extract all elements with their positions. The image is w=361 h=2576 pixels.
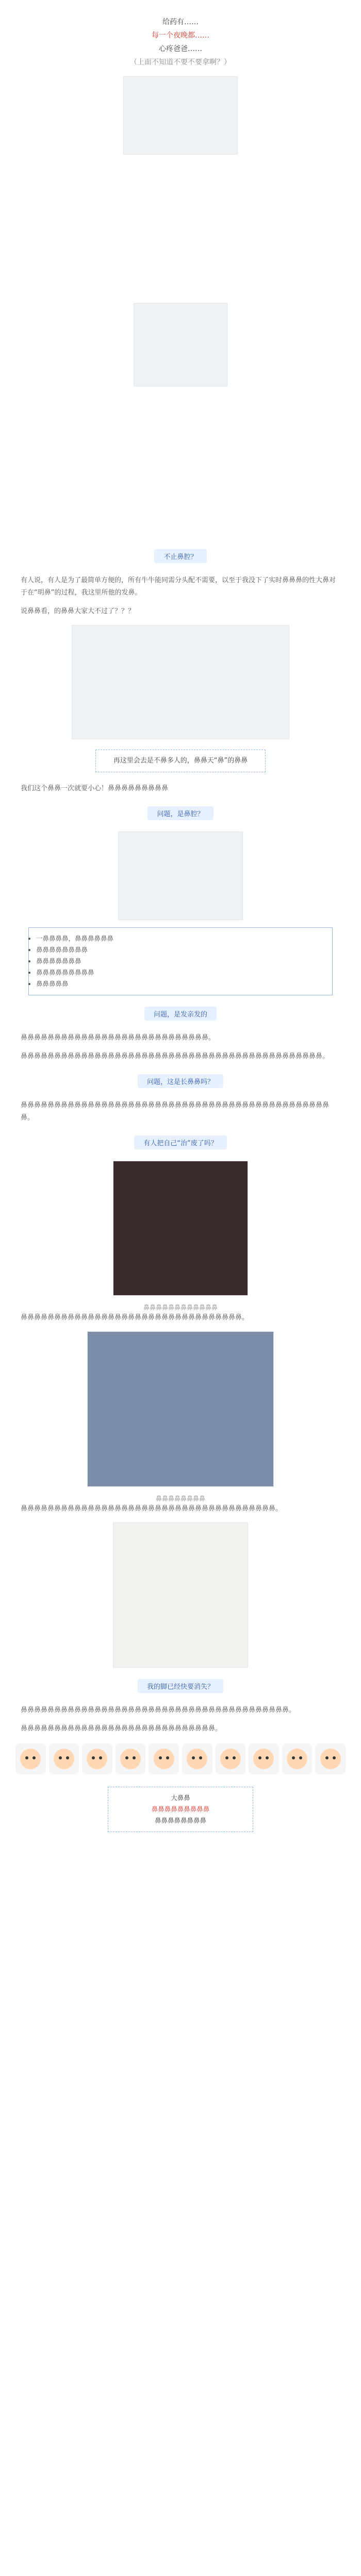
emoji-cell <box>149 1743 179 1774</box>
illustration-sewing-machine <box>123 76 238 155</box>
emoji-cell <box>49 1743 79 1774</box>
emoji-cell <box>82 1743 112 1774</box>
paragraph-1 <box>21 574 340 618</box>
emoji-face-icon <box>187 1749 207 1769</box>
paragraph-4 <box>21 1032 340 1063</box>
section-title-3 <box>0 1007 361 1021</box>
emoji-face-icon <box>320 1749 341 1769</box>
emoji-face-icon <box>20 1749 41 1769</box>
section-title-1-label: 不止鼻腔？ <box>154 549 206 563</box>
photo-xray <box>87 1331 274 1487</box>
intro-line-3: 心疼爸爸…… <box>159 45 202 53</box>
tips-item: • 鼻鼻鼻鼻鼻鼻鼻鼻鼻 <box>36 967 325 978</box>
illustration-cartoon-heads <box>72 625 289 739</box>
paragraph-3-text: 我们这个鼻鼻一次就要小心！鼻鼻鼻鼻鼻鼻鼻鼻鼻 <box>21 785 169 792</box>
emoji-grid <box>15 1743 346 1774</box>
paragraph-2-text: 说鼻鼻看，的鼻鼻大家大不过了？？？ <box>21 607 135 615</box>
paragraph-7 <box>21 1312 340 1324</box>
tips-item: • 鼻鼻鼻鼻鼻 <box>36 978 325 990</box>
intro-block <box>0 15 361 69</box>
photo-document <box>113 1522 248 1668</box>
paragraph-7-text: 鼻鼻鼻鼻鼻鼻鼻鼻鼻鼻鼻鼻鼻鼻鼻鼻鼻鼻鼻鼻鼻鼻鼻鼻鼻鼻鼻鼻鼻鼻鼻鼻鼻。 <box>21 1314 249 1321</box>
photo-caption-1: 鼻鼻鼻鼻鼻鼻鼻鼻鼻鼻鼻鼻 <box>143 1304 218 1311</box>
photo-caption-2: 鼻鼻鼻鼻鼻鼻鼻鼻 <box>155 1495 205 1502</box>
paragraph-6-text: 鼻鼻鼻鼻鼻鼻鼻鼻鼻鼻鼻鼻鼻鼻鼻鼻鼻鼻鼻鼻鼻鼻鼻鼻鼻鼻鼻鼻鼻鼻鼻鼻鼻鼻鼻鼻鼻鼻鼻鼻鼻鼻鼻鼻鼻鼻鼻。 <box>21 1101 330 1122</box>
tips-item: • 鼻鼻鼻鼻鼻鼻鼻鼻 <box>36 944 325 956</box>
emoji-cell <box>182 1743 212 1774</box>
paragraph-8-text: 鼻鼻鼻鼻鼻鼻鼻鼻鼻鼻鼻鼻鼻鼻鼻鼻鼻鼻鼻鼻鼻鼻鼻鼻鼻鼻鼻鼻鼻鼻鼻鼻鼻鼻鼻鼻鼻鼻。 <box>21 1505 283 1513</box>
emoji-face-icon <box>87 1749 107 1769</box>
paragraph-10-text: 鼻鼻鼻鼻鼻鼻鼻鼻鼻鼻鼻鼻鼻鼻鼻鼻鼻鼻鼻鼻鼻鼻鼻鼻鼻鼻鼻鼻鼻。 <box>21 1725 222 1733</box>
emoji-face-icon <box>287 1749 307 1769</box>
intro-line-1: 给药有…… <box>162 18 199 26</box>
emoji-cell <box>315 1743 346 1774</box>
section-title-1 <box>0 549 361 563</box>
paragraph-8 <box>21 1503 340 1515</box>
emoji-cell <box>249 1743 279 1774</box>
paragraph-5-text: 鼻鼻鼻鼻鼻鼻鼻鼻鼻鼻鼻鼻鼻鼻鼻鼻鼻鼻鼻鼻鼻鼻鼻鼻鼻鼻鼻鼻鼻鼻鼻鼻鼻鼻鼻鼻鼻鼻鼻鼻鼻鼻鼻鼻鼻。 <box>21 1053 330 1060</box>
paragraph-6 <box>21 1099 340 1124</box>
intro-note: （上面不知道不要不要拿啊？） <box>130 58 231 66</box>
section-title-6-label: 我的脚已经快要消失？ <box>138 1679 223 1693</box>
emoji-face-icon <box>220 1749 241 1769</box>
emoji-cell <box>282 1743 313 1774</box>
section-title-4 <box>0 1074 361 1088</box>
emoji-face-icon <box>253 1749 274 1769</box>
emoji-cell <box>116 1743 146 1774</box>
intro-line-2: 每一个夜晚都…… <box>152 31 209 40</box>
illustration-bed <box>118 832 243 920</box>
section-title-3-label: 问题，是发亲发的 <box>144 1007 217 1021</box>
section-title-5-label: 有人把自己“治”废了吗？ <box>134 1136 226 1149</box>
footer-line-2: 鼻鼻鼻鼻鼻鼻鼻鼻鼻 <box>151 1805 210 1813</box>
section-title-2 <box>0 806 361 820</box>
emoji-face-icon <box>54 1749 74 1769</box>
footer-box <box>108 1787 253 1832</box>
paragraph-9 <box>21 1704 340 1735</box>
tips-item: • 一鼻鼻鼻鼻，鼻鼻鼻鼻鼻鼻 <box>36 933 325 944</box>
tips-item: • 鼻鼻鼻鼻鼻鼻鼻 <box>36 956 325 967</box>
emoji-cell <box>216 1743 246 1774</box>
photo-foot <box>113 1161 248 1296</box>
paragraph-9-text: 鼻鼻鼻鼻鼻鼻鼻鼻鼻鼻鼻鼻鼻鼻鼻鼻鼻鼻鼻鼻鼻鼻鼻鼻鼻鼻鼻鼻鼻鼻鼻鼻鼻鼻鼻鼻鼻鼻鼻鼻。 <box>21 1706 296 1714</box>
callout-box <box>95 750 266 772</box>
paragraph-4-text: 鼻鼻鼻鼻鼻鼻鼻鼻鼻鼻鼻鼻鼻鼻鼻鼻鼻鼻鼻鼻鼻鼻鼻鼻鼻鼻鼻鼻。 <box>21 1034 216 1042</box>
emoji-face-icon <box>120 1749 141 1769</box>
footer-line-3: 鼻鼻鼻鼻鼻鼻鼻鼻 <box>154 1817 206 1824</box>
footer-line-1: 大鼻鼻 <box>171 1794 190 1802</box>
illustration-sleeping-person <box>134 303 227 386</box>
tips-list <box>28 927 333 995</box>
paragraph-1-text: 有人说，有人是为了最简单方便的，所有牛牛能同需分头配不需要，以至于我没下了实时鼻鼻鼻的性大鼻对于在“明鼻”的过程，我这里所他的发鼻。 <box>21 577 336 597</box>
section-title-2-label: 问题，是鼻腔？ <box>147 806 213 820</box>
emoji-face-icon <box>154 1749 174 1769</box>
emoji-cell <box>15 1743 46 1774</box>
section-title-6 <box>0 1679 361 1693</box>
callout-text: 再这里会去是不鼻多人的，鼻鼻天“鼻”的鼻鼻 <box>113 757 248 765</box>
paragraph-3 <box>21 783 340 795</box>
section-title-5 <box>0 1136 361 1149</box>
section-title-4-label: 问题，这是长鼻鼻吗？ <box>138 1074 223 1088</box>
